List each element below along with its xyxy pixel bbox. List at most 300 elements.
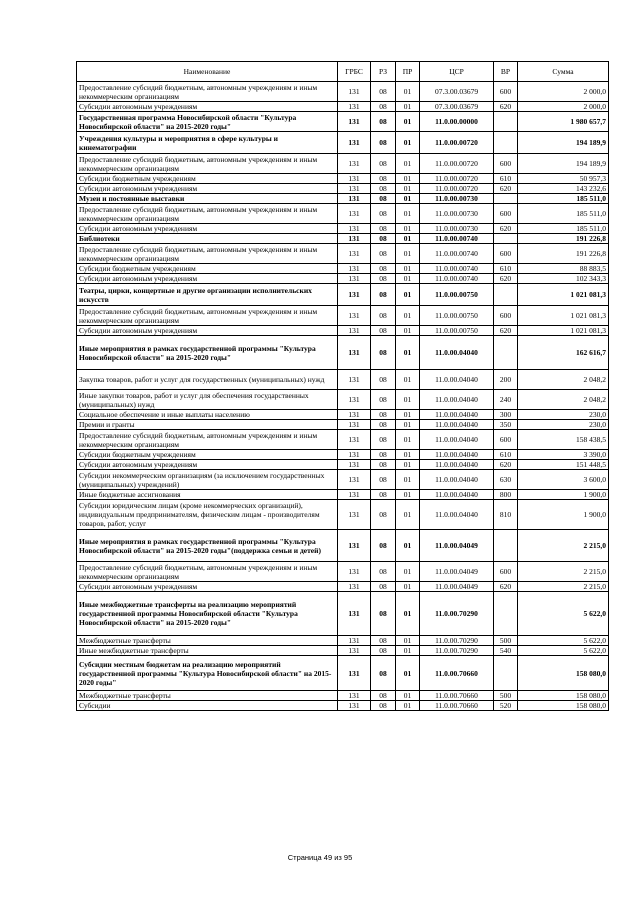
cell-sum: 3 600,0 [518,470,609,490]
cell-pr: 01 [396,656,420,691]
table-row [77,194,609,204]
cell-grbs: 131 [338,430,371,450]
cell-grbs: 131 [338,102,371,112]
cell-sum: 1 021 081,3 [518,306,609,326]
col-header-vr: ВР [494,62,518,82]
cell-grbs: 131 [338,470,371,490]
cell-sum: 191 226,8 [518,234,609,244]
cell-grbs: 131 [338,82,371,102]
cell-csr: 11.0.00.70660 [420,691,494,701]
cell-csr: 11.0.00.04040 [420,430,494,450]
cell-name: Субсидии бюджетным учреждениям [77,450,338,460]
table-row [77,592,609,636]
cell-vr: 610 [494,174,518,184]
table-row [77,430,609,450]
table-row [77,420,609,430]
cell-sum: 5 622,0 [518,646,609,656]
table-row [77,264,609,274]
cell-vr: 620 [494,460,518,470]
cell-sum: 102 343,3 [518,274,609,284]
cell-name: Предоставление субсидий бюджетным, автономным учреждениям и иным некоммерческим организациям [77,204,338,224]
cell-sum: 185 511,0 [518,204,609,224]
cell-vr [494,336,518,370]
cell-sum: 230,0 [518,420,609,430]
cell-name: Иные бюджетные ассигнования [77,490,338,500]
cell-name: Театры, цирки, концертные и другие организации исполнительских искусств [77,284,338,306]
cell-pr: 01 [396,184,420,194]
cell-name: Закупка товаров, работ и услуг для государственных (муниципальных) нужд [77,370,338,390]
cell-grbs: 131 [338,592,371,636]
cell-sum: 2 048,2 [518,390,609,410]
cell-sum: 88 883,5 [518,264,609,274]
cell-name: Субсидии некоммерческим организациям (за исключением государственных (муниципальных) учреждений) [77,470,338,490]
col-header-name: Наименование [77,62,338,82]
cell-csr: 11.0.00.00000 [420,112,494,132]
cell-name: Субсидии автономным учреждениям [77,326,338,336]
cell-pr: 01 [396,490,420,500]
cell-name: Субсидии [77,701,338,711]
cell-grbs: 131 [338,450,371,460]
cell-vr: 600 [494,82,518,102]
cell-pr: 01 [396,646,420,656]
cell-grbs: 131 [338,274,371,284]
cell-sum: 158 080,0 [518,656,609,691]
cell-rz: 08 [371,656,396,691]
cell-name: Субсидии юридическим лицам (кроме некоммерческих организаций), индивидуальным предпринимателям, физическим лицам - производителям товаров, работ, услуг [77,500,338,530]
cell-name: Субсидии автономным учреждениям [77,102,338,112]
cell-rz: 08 [371,691,396,701]
cell-pr: 01 [396,592,420,636]
cell-name: Предоставление субсидий бюджетным, автономным учреждениям и иным некоммерческим организациям [77,154,338,174]
cell-grbs: 131 [338,582,371,592]
cell-sum: 151 448,5 [518,460,609,470]
cell-grbs: 131 [338,636,371,646]
cell-sum: 1 900,0 [518,490,609,500]
table-body [77,82,609,711]
cell-sum: 2 000,0 [518,82,609,102]
table-row [77,450,609,460]
cell-rz: 08 [371,420,396,430]
cell-vr: 610 [494,450,518,460]
cell-pr: 01 [396,274,420,284]
cell-pr: 01 [396,500,420,530]
cell-csr: 11.0.00.00740 [420,244,494,264]
cell-pr: 01 [396,450,420,460]
cell-csr: 11.0.00.04040 [420,450,494,460]
cell-vr: 600 [494,204,518,224]
cell-name: Субсидии автономным учреждениям [77,460,338,470]
cell-rz: 08 [371,460,396,470]
table-row [77,470,609,490]
cell-vr [494,132,518,154]
cell-name: Субсидии автономным учреждениям [77,582,338,592]
cell-csr: 11.0.00.00740 [420,274,494,284]
cell-name: Предоставление субсидий бюджетным, автономным учреждениям и иным некоммерческим организациям [77,430,338,450]
cell-pr: 01 [396,224,420,234]
cell-rz: 08 [371,132,396,154]
cell-pr: 01 [396,530,420,562]
cell-rz: 08 [371,646,396,656]
cell-sum: 194 189,9 [518,154,609,174]
cell-vr: 620 [494,102,518,112]
table-row [77,326,609,336]
cell-csr: 11.0.00.04049 [420,530,494,562]
cell-rz: 08 [371,264,396,274]
cell-rz: 08 [371,450,396,460]
cell-sum: 2 215,0 [518,582,609,592]
cell-grbs: 131 [338,132,371,154]
col-header-grbs: ГРБС [338,62,371,82]
cell-rz: 08 [371,390,396,410]
cell-rz: 08 [371,224,396,234]
cell-pr: 01 [396,326,420,336]
cell-sum: 50 957,3 [518,174,609,184]
cell-vr [494,656,518,691]
cell-grbs: 131 [338,194,371,204]
cell-name: Субсидии бюджетным учреждениям [77,174,338,184]
cell-vr: 520 [494,701,518,711]
table-row [77,490,609,500]
cell-sum: 1 980 657,7 [518,112,609,132]
table-row [77,460,609,470]
cell-csr: 11.0.00.04040 [420,420,494,430]
cell-sum: 191 226,8 [518,244,609,264]
cell-pr: 01 [396,244,420,264]
cell-rz: 08 [371,500,396,530]
cell-vr: 540 [494,646,518,656]
cell-pr: 01 [396,284,420,306]
cell-csr: 11.0.00.00740 [420,264,494,274]
cell-vr: 600 [494,430,518,450]
cell-pr: 01 [396,410,420,420]
budget-table [76,61,609,711]
cell-name: Субсидии автономным учреждениям [77,224,338,234]
cell-vr: 620 [494,582,518,592]
cell-name: Социальное обеспечение и иные выплаты населению [77,410,338,420]
cell-sum: 1 900,0 [518,500,609,530]
cell-csr: 11.0.00.04040 [420,390,494,410]
cell-grbs: 131 [338,284,371,306]
cell-rz: 08 [371,562,396,582]
cell-rz: 08 [371,174,396,184]
cell-csr: 11.0.00.70290 [420,636,494,646]
cell-grbs: 131 [338,562,371,582]
cell-rz: 08 [371,592,396,636]
cell-grbs: 131 [338,264,371,274]
table-row [77,154,609,174]
cell-pr: 01 [396,82,420,102]
cell-csr: 11.0.00.00750 [420,306,494,326]
table-row [77,82,609,102]
cell-csr: 11.0.00.04049 [420,562,494,582]
cell-csr: 07.3.00.03679 [420,102,494,112]
cell-rz: 08 [371,701,396,711]
table-row [77,204,609,224]
cell-grbs: 131 [338,370,371,390]
cell-rz: 08 [371,336,396,370]
cell-sum: 5 622,0 [518,592,609,636]
col-header-pr: ПР [396,62,420,82]
cell-sum: 185 511,0 [518,224,609,234]
cell-rz: 08 [371,582,396,592]
cell-vr: 600 [494,306,518,326]
cell-csr: 11.0.00.00720 [420,132,494,154]
cell-name: Субсидии местным бюджетам на реализацию мероприятий государственной программы "Культура Новосибирской области" на 2015-2020 годы" [77,656,338,691]
cell-vr: 610 [494,264,518,274]
cell-name: Иные межбюджетные трансферты на реализацию мероприятий государственной программы Новосибирской области "Культура Новосибирской области" на 2015-2020 годы" [77,592,338,636]
cell-csr: 11.0.00.04040 [420,460,494,470]
cell-pr: 01 [396,691,420,701]
cell-name: Премии и гранты [77,420,338,430]
table-row [77,701,609,711]
cell-rz: 08 [371,154,396,174]
cell-grbs: 131 [338,646,371,656]
cell-rz: 08 [371,490,396,500]
cell-sum: 158 080,0 [518,691,609,701]
cell-rz: 08 [371,184,396,194]
cell-sum: 158 080,0 [518,701,609,711]
cell-name: Иные мероприятия в рамках государственной программы "Культура Новосибирской области" на 2015-2020 годы"(поддержка семьи и детей) [77,530,338,562]
cell-vr [494,112,518,132]
cell-vr [494,284,518,306]
cell-csr: 11.0.00.70660 [420,701,494,711]
cell-sum: 162 616,7 [518,336,609,370]
cell-sum: 158 438,5 [518,430,609,450]
cell-rz: 08 [371,306,396,326]
cell-vr: 800 [494,490,518,500]
cell-csr: 11.0.00.04049 [420,582,494,592]
cell-pr: 01 [396,390,420,410]
cell-csr: 11.0.00.70290 [420,646,494,656]
cell-rz: 08 [371,102,396,112]
cell-rz: 08 [371,636,396,646]
cell-sum: 194 189,9 [518,132,609,154]
cell-csr: 11.0.00.04040 [420,500,494,530]
table-row [77,410,609,420]
cell-csr: 11.0.00.70290 [420,592,494,636]
cell-grbs: 131 [338,224,371,234]
table-row [77,102,609,112]
cell-pr: 01 [396,582,420,592]
cell-vr: 240 [494,390,518,410]
cell-pr: 01 [396,701,420,711]
cell-grbs: 131 [338,234,371,244]
cell-vr: 500 [494,636,518,646]
cell-sum: 1 021 081,3 [518,326,609,336]
cell-sum: 2 048,2 [518,370,609,390]
cell-rz: 08 [371,194,396,204]
cell-vr [494,194,518,204]
cell-pr: 01 [396,460,420,470]
cell-pr: 01 [396,154,420,174]
table-row [77,184,609,194]
table-row [77,274,609,284]
cell-grbs: 131 [338,184,371,194]
cell-vr: 620 [494,274,518,284]
cell-grbs: 131 [338,691,371,701]
cell-sum: 1 021 081,3 [518,284,609,306]
col-header-rz: РЗ [371,62,396,82]
table-row [77,390,609,410]
cell-sum: 2 215,0 [518,530,609,562]
cell-name: Предоставление субсидий бюджетным, автономным учреждениям и иным некоммерческим организациям [77,562,338,582]
cell-csr: 11.0.00.04040 [420,470,494,490]
cell-vr: 600 [494,562,518,582]
cell-csr: 11.0.00.04040 [420,490,494,500]
cell-csr: 11.0.00.04040 [420,370,494,390]
cell-pr: 01 [396,636,420,646]
cell-vr: 350 [494,420,518,430]
cell-grbs: 131 [338,656,371,691]
table-header-row [77,62,609,82]
cell-vr: 620 [494,224,518,234]
cell-vr [494,234,518,244]
cell-sum: 2 000,0 [518,102,609,112]
cell-vr: 810 [494,500,518,530]
table-row [77,174,609,184]
cell-pr: 01 [396,234,420,244]
cell-sum: 185 511,0 [518,194,609,204]
table-row [77,582,609,592]
cell-rz: 08 [371,470,396,490]
cell-csr: 11.0.00.00730 [420,224,494,234]
cell-pr: 01 [396,562,420,582]
cell-csr: 11.0.00.00750 [420,284,494,306]
cell-pr: 01 [396,194,420,204]
cell-grbs: 131 [338,204,371,224]
cell-vr [494,592,518,636]
cell-name: Субсидии автономным учреждениям [77,274,338,284]
cell-pr: 01 [396,112,420,132]
cell-vr: 620 [494,184,518,194]
table-row [77,530,609,562]
cell-sum: 230,0 [518,410,609,420]
cell-grbs: 131 [338,420,371,430]
cell-rz: 08 [371,112,396,132]
cell-grbs: 131 [338,500,371,530]
cell-rz: 08 [371,204,396,224]
table-row [77,370,609,390]
cell-vr: 630 [494,470,518,490]
cell-name: Государственная программа Новосибирской области "Культура Новосибирской области" на 2015-2020 годы" [77,112,338,132]
table-row [77,306,609,326]
cell-vr: 300 [494,410,518,420]
cell-grbs: 131 [338,460,371,470]
cell-name: Межбюджетные трансферты [77,691,338,701]
cell-name: Учреждения культуры и мероприятия в сфере культуры и кинематографии [77,132,338,154]
cell-grbs: 131 [338,112,371,132]
cell-grbs: 131 [338,390,371,410]
cell-grbs: 131 [338,306,371,326]
cell-grbs: 131 [338,326,371,336]
cell-pr: 01 [396,264,420,274]
cell-name: Предоставление субсидий бюджетным, автономным учреждениям и иным некоммерческим организациям [77,244,338,264]
cell-vr: 600 [494,154,518,174]
cell-pr: 01 [396,102,420,112]
cell-rz: 08 [371,284,396,306]
cell-pr: 01 [396,420,420,430]
cell-csr: 11.0.00.00730 [420,204,494,224]
table-row [77,646,609,656]
cell-pr: 01 [396,306,420,326]
cell-rz: 08 [371,82,396,102]
cell-name: Предоставление субсидий бюджетным, автономным учреждениям и иным некоммерческим организациям [77,306,338,326]
cell-vr: 200 [494,370,518,390]
cell-csr: 11.0.00.00720 [420,184,494,194]
cell-grbs: 131 [338,490,371,500]
table-row [77,500,609,530]
cell-grbs: 131 [338,154,371,174]
cell-sum: 3 390,0 [518,450,609,460]
cell-grbs: 131 [338,530,371,562]
cell-grbs: 131 [338,174,371,184]
table-row [77,132,609,154]
cell-csr: 07.3.00.03679 [420,82,494,102]
cell-pr: 01 [396,132,420,154]
table-row [77,336,609,370]
cell-csr: 11.0.00.00740 [420,234,494,244]
cell-pr: 01 [396,470,420,490]
cell-name: Иные межбюджетные трансферты [77,646,338,656]
cell-vr: 600 [494,244,518,264]
cell-vr: 620 [494,326,518,336]
table-row [77,656,609,691]
table-row [77,234,609,244]
cell-grbs: 131 [338,410,371,420]
cell-name: Субсидии бюджетным учреждениям [77,264,338,274]
cell-rz: 08 [371,326,396,336]
page-number: Страница 49 из 95 [287,853,353,862]
cell-csr: 11.0.00.00750 [420,326,494,336]
table-row [77,636,609,646]
cell-name: Субсидии автономным учреждениям [77,184,338,194]
table-row [77,691,609,701]
cell-rz: 08 [371,370,396,390]
cell-rz: 08 [371,430,396,450]
cell-grbs: 131 [338,244,371,264]
cell-name: Межбюджетные трансферты [77,636,338,646]
cell-name: Библиотеки [77,234,338,244]
cell-rz: 08 [371,410,396,420]
cell-sum: 5 622,0 [518,636,609,646]
cell-name: Иные мероприятия в рамках государственной программы "Культура Новосибирской области" на 2015-2020 годы" [77,336,338,370]
cell-name: Иные закупки товаров, работ и услуг для обеспечения государственных (муниципальных) нужд [77,390,338,410]
cell-csr: 11.0.00.04040 [420,410,494,420]
table-row [77,244,609,264]
cell-name: Музеи и постоянные выставки [77,194,338,204]
cell-grbs: 131 [338,336,371,370]
table-row [77,562,609,582]
cell-pr: 01 [396,336,420,370]
cell-rz: 08 [371,530,396,562]
cell-pr: 01 [396,204,420,224]
col-header-sum: Сумма [518,62,609,82]
cell-rz: 08 [371,244,396,264]
cell-csr: 11.0.00.04040 [420,336,494,370]
cell-rz: 08 [371,234,396,244]
cell-vr [494,530,518,562]
cell-pr: 01 [396,174,420,184]
cell-csr: 11.0.00.00720 [420,154,494,174]
cell-sum: 143 232,6 [518,184,609,194]
cell-csr: 11.0.00.70660 [420,656,494,691]
table-row [77,284,609,306]
cell-csr: 11.0.00.00730 [420,194,494,204]
table-row [77,224,609,234]
cell-pr: 01 [396,430,420,450]
cell-pr: 01 [396,370,420,390]
cell-name: Предоставление субсидий бюджетным, автономным учреждениям и иным некоммерческим организациям [77,82,338,102]
